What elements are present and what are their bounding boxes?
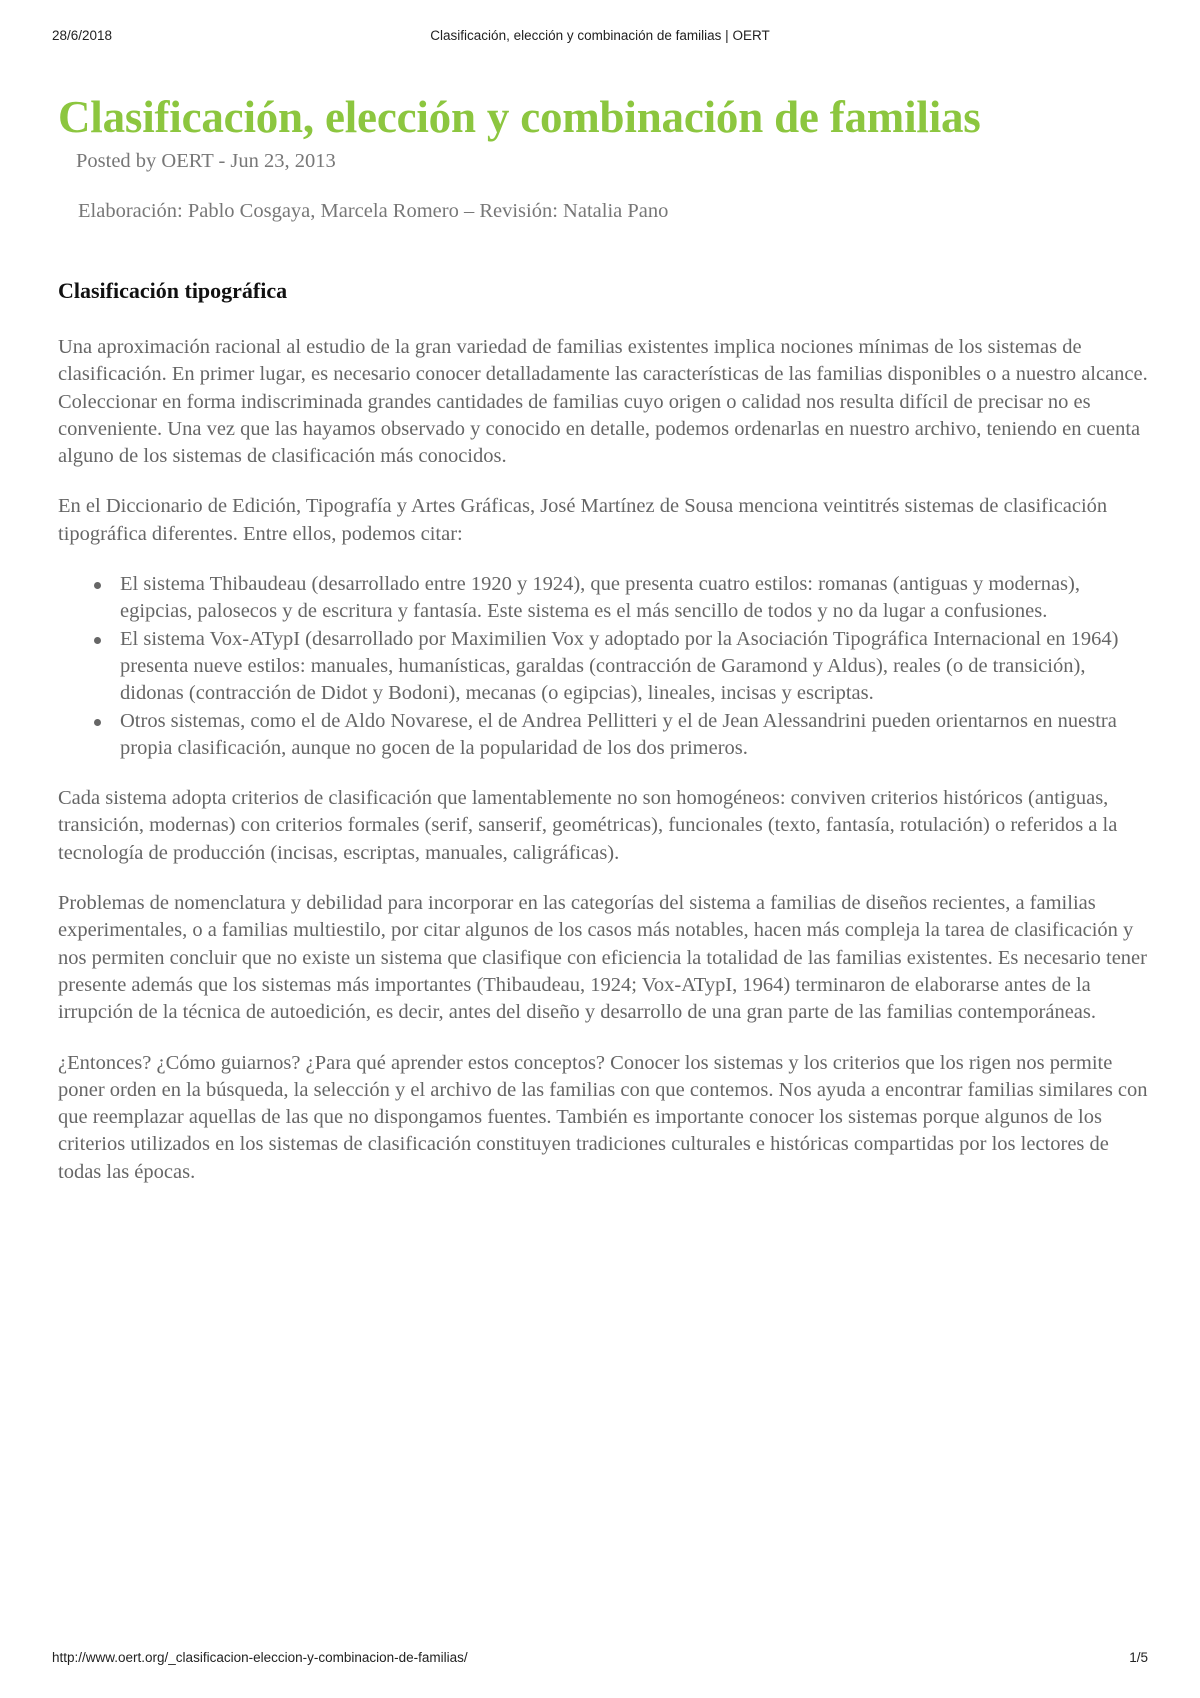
list-item bbox=[120, 626, 1150, 708]
page-url: http://www.oert.org/_clasificacion-eleccion-y-combinacion-de-familias/ bbox=[52, 1650, 468, 1665]
list-item-text: Otros sistemas, como el de Aldo Novarese, el de Andrea Pellitteri y el de Jean Alessandrini pueden orientarnos en nuestra propia clasificación, aunque no gocen de la popularidad de los dos primeros. bbox=[120, 709, 1117, 759]
bullet-dot-icon bbox=[94, 582, 101, 589]
list-item-text: El sistema Thibaudeau (desarrollado entre 1920 y 1924), que presenta cuatro estilos: romanas (antiguas y modernas), egipcias, palosecos y de escritura y fantasía. Este sistema es el más sencillo de todos y no da lugar a confusiones. bbox=[120, 573, 1080, 623]
paragraph: Problemas de nomenclatura y debilidad para incorporar en las categorías del sistema a familias de diseños recientes, a familias experimentales, o a familias multiestilo, por citar algunos de los casos más notables, hacen más compleja la tarea de clasificación y nos permiten concluir que no existe un sistema que clasifique con eficiencia la totalidad de las familias existentes. Es necesario tener presente además que los sistemas más importantes (Thibaudeau, 1924; Vox-ATypI, 1964) terminaron de elaborarse antes de la irrupción de la técnica de autoedición, es decir, antes del diseño y desarrollo de una gran parte de las familias contemporáneas. bbox=[58, 892, 1147, 1024]
paragraph: Cada sistema adopta criterios de clasificación que lamentablemente no son homogéneos: conviven criterios históricos (antiguas, transición, modernas) con criterios formales (serif, sanserif, geométricas), funcionales (texto, fantasía, rotulación) o referidos a la tecnología de producción (incisas, escriptas, manuales, caligráficas). bbox=[58, 787, 1118, 864]
bullet-dot-icon bbox=[94, 719, 101, 726]
post-title: Clasificación, elección y combinación de familias bbox=[58, 92, 981, 142]
list-item bbox=[120, 708, 1150, 763]
page-number: 1/5 bbox=[1129, 1650, 1148, 1665]
classification-systems-list bbox=[58, 571, 1150, 762]
print-date: 28/6/2018 bbox=[52, 28, 113, 43]
post-credits: Elaboración: Pablo Cosgaya, Marcela Romero – Revisión: Natalia Pano bbox=[78, 200, 669, 222]
post-meta: Posted by OERT - Jun 23, 2013 bbox=[76, 150, 336, 172]
paragraph: ¿Entonces? ¿Cómo guiarnos? ¿Para qué aprender estos conceptos? Conocer los sistemas y los criterios que los rigen nos permite poner orden en la búsqueda, la selección y el archivo de las familias con que contemos. Nos ayuda a encontrar familias similares con que reemplazar aquellas de las que no dispongamos fuentes. También es importante conocer los sistemas porque algunos de los criterios utilizados en los sistemas de clasificación constituyen tradiciones culturales e históricas compartidas por los lectores de todas las épocas. bbox=[58, 1051, 1148, 1183]
print-page-title: Clasificación, elección y combinación de familias | OERT bbox=[430, 28, 770, 43]
print-footer bbox=[0, 1650, 1200, 1670]
list-item-text: El sistema Vox-ATypI (desarrollado por Maximilien Vox y adoptado por la Asociación Tipográfica Internacional en 1964) presenta nueve estilos: manuales, humanísticas, garaldas (contracción de Garamond y Aldus), reales (o de transición), didonas (contracción de Didot y Bodoni), mecanas (o egipcias), lineales, incisas y escriptas. bbox=[120, 627, 1119, 705]
paragraph: En el Diccionario de Edición, Tipografía y Artes Gráficas, José Martínez de Sousa menciona veintitrés sistemas de clasificación tipográfica diferentes. Entre ellos, podemos citar: bbox=[58, 495, 1108, 545]
article-body bbox=[58, 276, 1150, 1186]
paragraph: Una aproximación racional al estudio de la gran variedad de familias existentes implica nociones mínimas de los sistemas de clasificación. En primer lugar, es necesario conocer detalladamente las características de las familias disponibles o a nuestro alcance. Coleccionar en forma indiscriminada grandes cantidades de familias cuyo origen o calidad nos resulta difícil de precisar no es conveniente. Una vez que las hayamos observado y conocido en detalle, podemos ordenarlas en nuestro archivo, teniendo en cuenta alguno de los sistemas de clasificación más conocidos. bbox=[58, 336, 1148, 468]
bullet-dot-icon bbox=[94, 637, 101, 644]
article-content bbox=[58, 88, 1150, 1186]
list-item bbox=[120, 571, 1150, 626]
section-heading: Clasificación tipográfica bbox=[58, 278, 288, 303]
print-header bbox=[0, 28, 1200, 48]
